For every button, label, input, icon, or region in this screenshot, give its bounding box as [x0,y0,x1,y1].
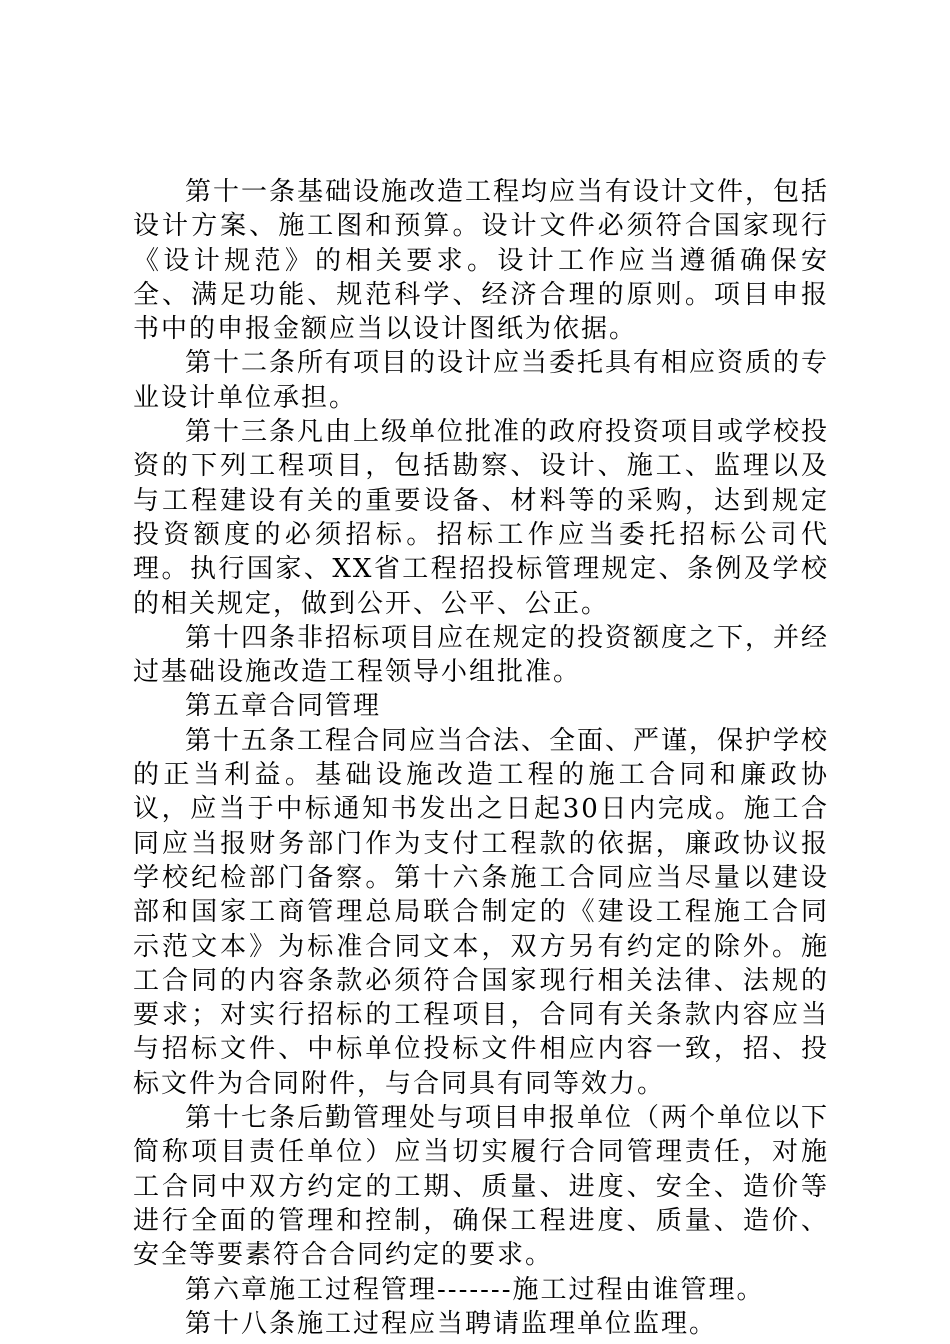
document-body [133,175,829,1341]
article-12-paragraph: 第十二条所有项目的设计应当委托具有相应资质的专业设计单位承担。 [133,348,830,413]
article-17-paragraph: 第十七条后勤管理处与项目申报单位（两个单位以下简称项目责任单位）应当切实履行合同管理责任，对施工合同中双方约定的工期、质量、进度、安全、造价等进行全面的管理和控制，确保工程进度、质量、造价、安全等要素符合合同约定的要求。 [133,1103,830,1271]
article-11-paragraph: 第十一条基础设施改造工程均应当有设计文件，包括设计方案、施工图和预算。设计文件必须符合国家现行《设计规范》的相关要求。设计工作应当遵循确保安全、满足功能、规范科学、经济合理的原则。项目申报书中的申报金额应当以设计图纸为依据。 [133,177,830,345]
chapter-6-heading: 第六章施工过程管理-------施工过程由谁管理。 [185,1274,765,1305]
article-15-16-paragraph: 第十五条工程合同应当合法、全面、严谨，保护学校的正当利益。基础设施改造工程的施工合同和廉政协议，应当于中标通知书发出之日起30日内完成。施工合同应当报财务部门作为支付工程款的依据，廉政协议报学校纪检部门备察。第十六条施工合同应当尽量以建设部和国家工商管理总局联合制定的《建设工程施工合同示范文本》为标准合同文本，双方另有约定的除外。施工合同的内容条款必须符合国家现行相关法律、法规的要求；对实行招标的工程项目，合同有关条款内容应当与招标文件、中标单位投标文件相应内容一致，招、投标文件为合同附件，与合同具有同等效力。 [133,725,830,1099]
article-13-paragraph: 第十三条凡由上级单位批准的政府投资项目或学校投资的下列工程项目，包括勘察、设计、施工、监理以及与工程建设有关的重要设备、材料等的采购，达到规定投资额度的必须招标。招标工作应当委托招标公司代理。执行国家、XX省工程招投标管理规定、条例及学校的相关规定，做到公开、公平、公正。 [133,417,830,619]
article-14-paragraph: 第十四条非招标项目应在规定的投资额度之下，并经过基础设施改造工程领导小组批准。 [133,622,830,688]
article-18-paragraph: 第十八条施工过程应当聘请监理单位监理。 [185,1308,718,1339]
chapter-5-heading: 第五章合同管理 [185,691,382,722]
